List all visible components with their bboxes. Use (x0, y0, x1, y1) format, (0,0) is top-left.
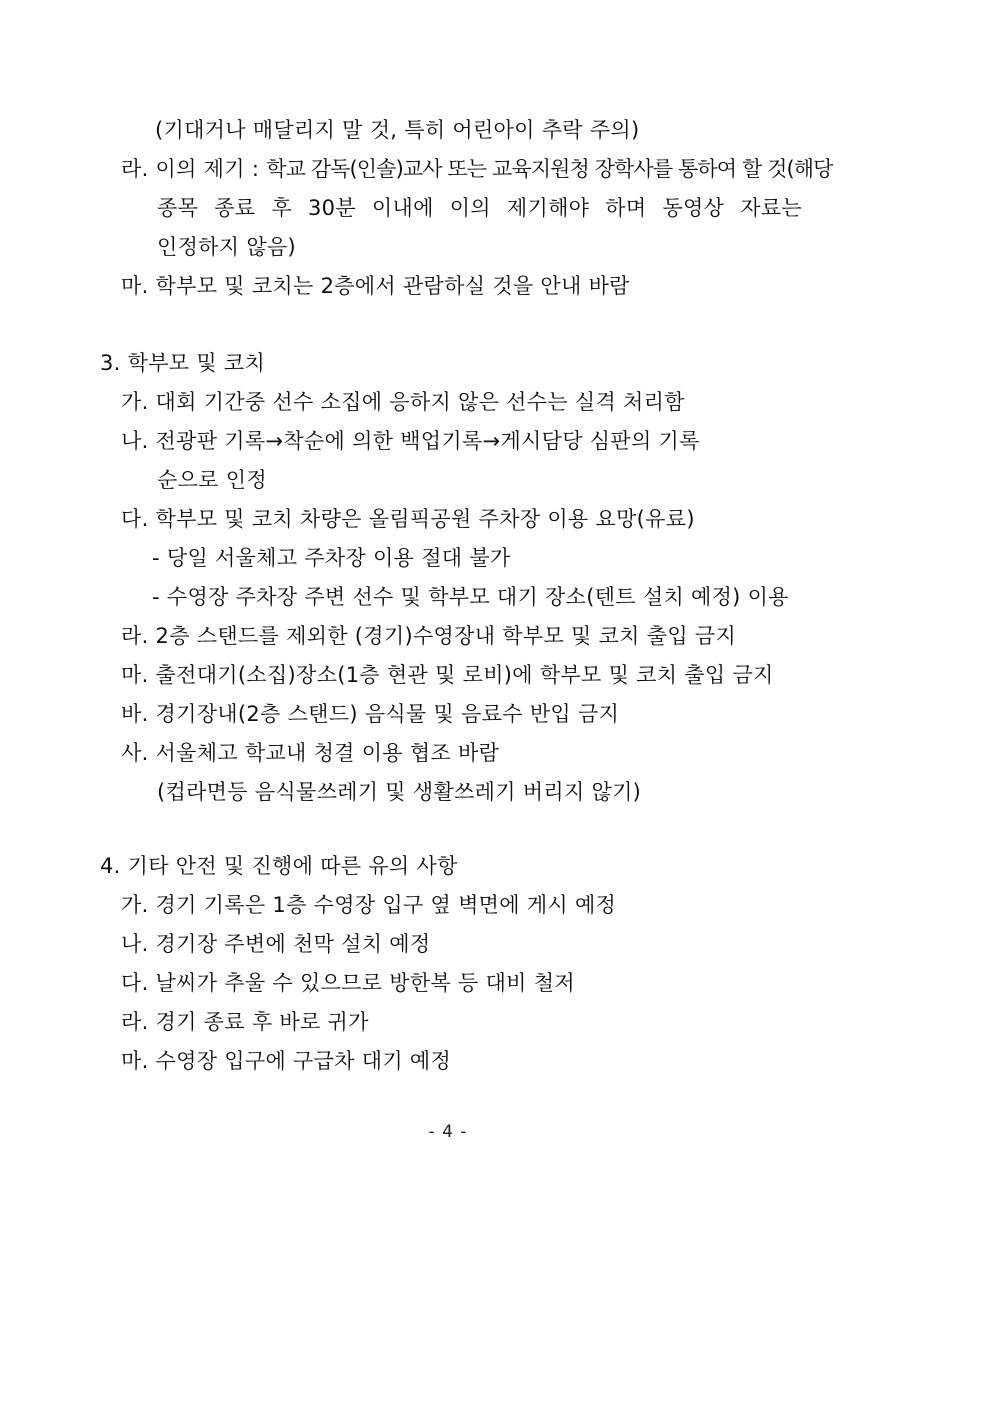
section2-item-ra-cont2: 인정하지 않음) (157, 235, 296, 259)
section2-note-line: (기대거나 매달리지 말 것, 특히 어린아이 추락 주의) (155, 118, 640, 142)
section3-item-sa-cont: (컵라면등 음식물쓰레기 및 생활쓰레기 버리지 않기) (157, 780, 642, 804)
section3-heading: 3. 학부모 및 코치 (100, 351, 266, 375)
section2-item-ra (121, 156, 833, 182)
section4-heading: 4. 기타 안전 및 진행에 따른 유의 사항 (100, 854, 458, 878)
section2-item-ma: 마. 학부모 및 코치는 2층에서 관람하실 것을 안내 바람 (121, 274, 630, 298)
section2-item-ra-tail: 학교 감독(인솔)교사 또는 교육지원청 장학사를 통하여 할 것(해당 (266, 157, 833, 181)
section3-item-na: 나. 전광판 기록→착순에 의한 백업기록→게시담당 심판의 기록 (121, 429, 700, 453)
section4-item-ra: 라. 경기 종료 후 바로 귀가 (121, 1010, 369, 1034)
section3-item-ba: 바. 경기장내(2층 스탠드) 음식물 및 음료수 반입 금지 (121, 702, 620, 726)
section3-item-ma: 마. 출전대기(소집)장소(1층 현관 및 로비)에 학부모 및 코치 출입 금지 (121, 663, 774, 687)
section3-item-sa: 사. 서울체고 학교내 청결 이용 협조 바람 (121, 741, 500, 765)
section4-item-na: 나. 경기장 주변에 천막 설치 예정 (121, 932, 431, 956)
section3-item-na-cont: 순으로 인정 (157, 468, 267, 492)
section4-item-da: 다. 날씨가 추울 수 있으므로 방한복 등 대비 철저 (121, 971, 575, 995)
section2-item-ra-cont1: 종목 종료 후 30분 이내에 이의 제기해야 하며 동영상 자료는 (157, 196, 802, 220)
section3-item-da-sub1: - 당일 서울체고 주차장 이용 절대 불가 (152, 546, 511, 570)
section4-item-ma: 마. 수영장 입구에 구급차 대기 예정 (121, 1049, 452, 1073)
section4-item-ga: 가. 경기 기록은 1층 수영장 입구 옆 벽면에 게시 예정 (121, 893, 617, 917)
section3-item-da: 다. 학부모 및 코치 차량은 올림픽공원 주차장 이용 요망(유료) (121, 507, 695, 531)
section3-item-ga: 가. 대회 기간중 선수 소집에 응하지 않은 선수는 실격 처리함 (121, 390, 685, 414)
section3-item-ra: 라. 2층 스탠드를 제외한 (경기)수영장내 학부모 및 코치 출입 금지 (121, 624, 737, 648)
section2-item-ra-prefix: 라. 이의 제기 : (121, 157, 267, 181)
section3-item-da-sub2: - 수영장 주차장 주변 선수 및 학부모 대기 장소(텐트 설치 예정) 이용 (152, 585, 789, 609)
page-number: - 4 - (428, 1122, 468, 1142)
